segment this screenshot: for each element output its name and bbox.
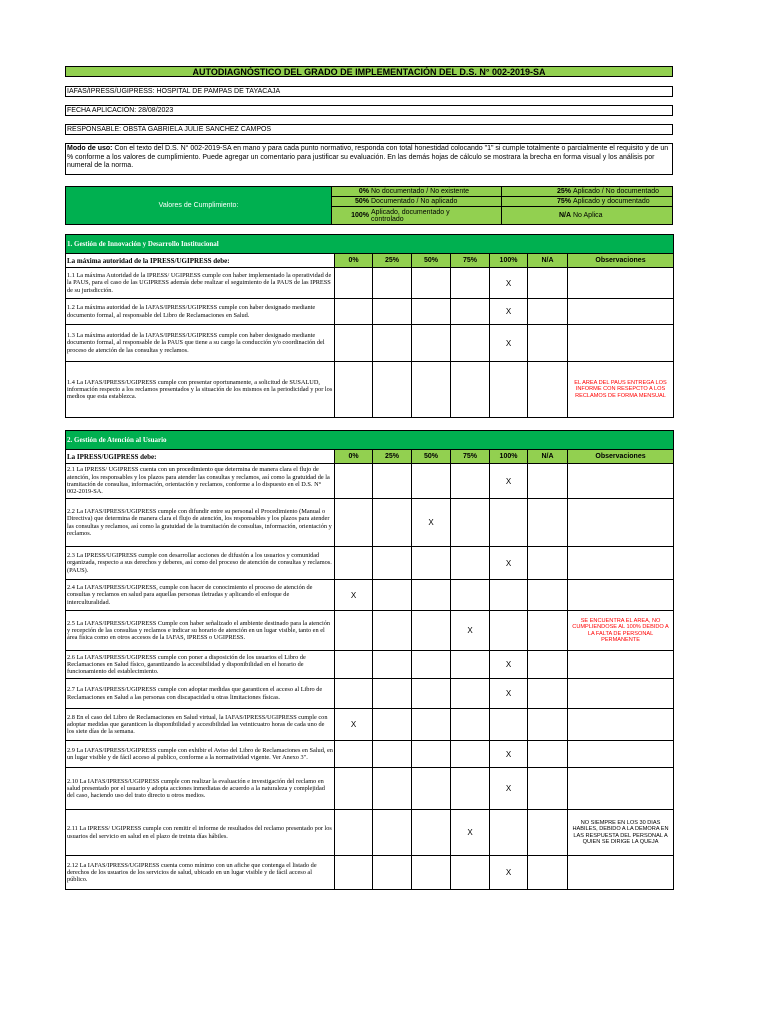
table-row <box>66 362 674 418</box>
score-cell[interactable] <box>335 741 373 768</box>
observation-cell[interactable] <box>568 580 674 611</box>
criterion-text: 2.5 La IAFAS/IPRESS/UGIPRESS Cumple con haber señalizado el ambiente destinado para la atención y recepción de las consultas y reclamos e indicar su horario de atención en un lugar visible, tanto en el área física como en otros accesos de la IAFAS, IPRESS o UGIPRESS. <box>66 611 335 651</box>
score-cell[interactable] <box>412 547 451 580</box>
score-cell[interactable] <box>373 856 412 890</box>
column-header: 0% <box>335 254 373 268</box>
legend-title: Valores de Cumplimiento: <box>66 187 332 224</box>
score-cell[interactable] <box>373 499 412 547</box>
score-cell[interactable] <box>373 464 412 499</box>
score-cell[interactable] <box>528 709 568 741</box>
score-cell-marked[interactable]: X <box>335 580 373 611</box>
score-cell[interactable] <box>412 611 451 651</box>
observation-cell[interactable]: SE ENCUENTRA EL AREA, NO CUMPLIENDOSE AL 100% DEBIDO A LA FALTA DE PERSONAL PERMANENTE <box>568 611 674 651</box>
legend-item: 25% Aplicado / No documentado <box>502 187 672 197</box>
usage-label: Modo de uso: <box>67 145 113 152</box>
score-cell[interactable] <box>490 611 528 651</box>
usage-text: Con el texto del D.S. N° 002-2019-SA en mano y para cada punto normativo, responda con total honestidad colocando "1" si cumple totalmente o parcialmente el requisito y de un % conforme a los valores de cumplimiento. Puede agregar un comentario para justificar su evaluación. En las demás hojas de cálculo se mostrara la brecha en forma visual y los análisis por numeral de la norma. <box>67 145 669 169</box>
table-row <box>66 810 674 856</box>
score-cell[interactable] <box>412 580 451 611</box>
score-cell[interactable] <box>490 580 528 611</box>
column-header: N/A <box>528 450 568 464</box>
score-cell[interactable] <box>412 741 451 768</box>
question-header: La máxima autoridad de la IPRESS/UGIPRESS debe: <box>66 254 335 268</box>
institution-field: IAFAS/IPRESS/UGIPRESS: HOSPITAL DE PAMPAS DE TAYACAJA <box>65 86 673 97</box>
table-row <box>66 547 674 580</box>
score-cell[interactable] <box>335 679 373 709</box>
score-cell[interactable] <box>335 768 373 810</box>
score-cell[interactable] <box>528 768 568 810</box>
score-cell-marked[interactable]: X <box>490 741 528 768</box>
criterion-text: 2.8 En el caso del Libro de Reclamaciones en Salud virtual, la IAFAS/IPRESS/UGIPRESS cumple con adoptar medidas que garanticen la disponibilidad y accesibilidad las veinticuatro horas de cada uno de los siete días de la semana. <box>66 709 335 741</box>
observation-cell[interactable] <box>568 499 674 547</box>
score-cell[interactable] <box>373 709 412 741</box>
column-header: 25% <box>373 254 412 268</box>
score-cell[interactable] <box>335 268 373 299</box>
table-row <box>66 741 674 768</box>
observation-cell[interactable]: EL AREA DEL PAUS ENTREGA LOS INFORME CON RESEPCTO A LOS RECLAMOS DE FORMA MENSUAL <box>568 362 674 418</box>
criterion-text: 1.4 La IAFAS/IPRESS/UGIPRESS cumple con presentar oportunamente, a solicitud de SUSALUD, información respecto a los reclamos presentados y la situación de los mismos en la periodicidad y por los medios que esta establezca. <box>66 362 335 418</box>
legend-item: 0% No documentado / No existente <box>332 187 502 197</box>
score-cell[interactable] <box>451 464 490 499</box>
table-row <box>66 580 674 611</box>
criterion-text: 1.1 La máxima Autoridad de la IPRESS/ UGIPRESS cumple con haber implementado la operatividad de la PAUS, para el caso de las UGIPRESS además debe realizar el seguimiento de la PAUS de las IPRESS de su jurisdicción. <box>66 268 335 299</box>
score-cell[interactable] <box>335 547 373 580</box>
score-cell-marked[interactable]: X <box>490 651 528 679</box>
question-header: La IPRESS/UGIPRESS debe: <box>66 450 335 464</box>
column-header: 25% <box>373 450 412 464</box>
observation-cell[interactable] <box>568 299 674 325</box>
score-cell[interactable] <box>412 651 451 679</box>
criterion-text: 2.11 La IPRESS/ UGIPRESS cumple con remitir el informe de resultados del reclamo presentado por los usuarios del servicio en salud en el plazo de treinta días hábiles. <box>66 810 335 856</box>
column-header: Observaciones <box>568 254 674 268</box>
score-cell[interactable] <box>335 651 373 679</box>
column-header: 100% <box>490 254 528 268</box>
page-title: AUTODIAGNÓSTICO DEL GRADO DE IMPLEMENTACIÓN DEL D.S. N° 002-2019-SA <box>65 66 673 77</box>
table-row <box>66 325 674 362</box>
score-cell[interactable] <box>335 856 373 890</box>
score-cell[interactable] <box>373 325 412 362</box>
observation-cell[interactable] <box>568 679 674 709</box>
score-cell-marked[interactable]: X <box>335 709 373 741</box>
score-cell[interactable] <box>335 810 373 856</box>
column-header: 100% <box>490 450 528 464</box>
score-cell[interactable] <box>412 679 451 709</box>
table-row <box>66 299 674 325</box>
legend-item: 75% Aplicado y documentado <box>502 197 672 207</box>
score-cell[interactable] <box>490 362 528 418</box>
score-cell[interactable] <box>528 679 568 709</box>
score-cell[interactable] <box>335 464 373 499</box>
section-title: 2. Gestión de Atención al Usuario <box>66 431 674 450</box>
score-cell[interactable] <box>373 679 412 709</box>
score-cell[interactable] <box>528 299 568 325</box>
score-cell[interactable] <box>528 547 568 580</box>
score-cell[interactable] <box>373 741 412 768</box>
score-cell[interactable] <box>528 580 568 611</box>
score-cell[interactable] <box>412 810 451 856</box>
observation-cell[interactable] <box>568 268 674 299</box>
score-cell[interactable] <box>451 499 490 547</box>
score-cell[interactable] <box>412 268 451 299</box>
score-cell[interactable] <box>490 709 528 741</box>
legend-item: 100% Aplicado, documentado y controlado <box>332 207 502 224</box>
criterion-text: 2.6 La IAFAS/IPRESS/UGIPRESS cumple con poner a disposición de los usuarios el Libro de Reclamaciones en Salud físico, garantizando la accesibilidad y disponibilidad en el horario de funcionamiento del establecimiento. <box>66 651 335 679</box>
score-cell[interactable] <box>412 299 451 325</box>
score-cell[interactable] <box>412 856 451 890</box>
score-cell[interactable] <box>451 741 490 768</box>
column-header: Observaciones <box>568 450 674 464</box>
usage-instructions <box>65 143 673 175</box>
score-cell-marked[interactable]: X <box>490 679 528 709</box>
score-cell-marked[interactable]: X <box>451 810 490 856</box>
column-header: 75% <box>451 450 490 464</box>
date-field: FECHA APLICACIÓN: 28/08/2023 <box>65 105 673 116</box>
score-cell[interactable] <box>451 325 490 362</box>
score-cell-marked[interactable]: X <box>490 856 528 890</box>
score-cell[interactable] <box>412 768 451 810</box>
score-cell[interactable] <box>451 679 490 709</box>
score-cell-marked[interactable]: X <box>451 611 490 651</box>
score-cell[interactable] <box>335 299 373 325</box>
score-cell[interactable] <box>335 499 373 547</box>
score-cell[interactable] <box>451 547 490 580</box>
legend-item: N/A No Aplica <box>558 212 603 219</box>
score-cell[interactable] <box>528 268 568 299</box>
score-cell-marked[interactable]: X <box>412 499 451 547</box>
score-cell[interactable] <box>373 651 412 679</box>
score-cell[interactable] <box>335 325 373 362</box>
column-header: 75% <box>451 254 490 268</box>
table-row <box>66 651 674 679</box>
observation-cell[interactable]: NO SIEMPRE EN LOS 30 DIAS HABILES, DEBIDO A LA DEMORA EN LAS RESPUESTA DEL PERSONAL A QUIEN SE DIRIGE LA QUEJA <box>568 810 674 856</box>
score-cell[interactable] <box>373 611 412 651</box>
column-header: 50% <box>412 254 451 268</box>
score-cell[interactable] <box>490 810 528 856</box>
criterion-text: 2.10 La IAFAS/IPRESS/UGIPRESS cumple con realizar la evaluación e investigación del reclamo en salud presentado por el usuario y adopta acciones inmediatas de acuerdo a la naturaleza y complejidad del caso, haciendo uso del trato directo u otros medios. <box>66 768 335 810</box>
responsible-field: RESPONSABLE: OBSTA GABRIELA JULIE SANCHEZ CAMPOS <box>65 124 673 135</box>
score-cell[interactable] <box>373 547 412 580</box>
observation-cell[interactable] <box>568 325 674 362</box>
score-cell-marked[interactable]: X <box>490 325 528 362</box>
score-cell[interactable] <box>451 268 490 299</box>
score-cell[interactable] <box>528 362 568 418</box>
table-row <box>66 679 674 709</box>
score-cell[interactable] <box>412 709 451 741</box>
criterion-text: 2.7 La IAFAS/IPRESS/UGIPRESS cumple con adoptar medidas que garanticen el acceso al Libro de Reclamaciones en Salud a las personas con discapacidad u otras limitaciones físicas. <box>66 679 335 709</box>
score-cell-marked[interactable]: X <box>490 547 528 580</box>
legend-item: 50% Documentado / No aplicado <box>332 197 502 207</box>
score-cell[interactable] <box>451 856 490 890</box>
score-cell[interactable] <box>412 464 451 499</box>
column-header: 0% <box>335 450 373 464</box>
section-table <box>65 234 674 418</box>
score-cell[interactable] <box>528 856 568 890</box>
score-cell[interactable] <box>373 580 412 611</box>
score-cell[interactable] <box>373 768 412 810</box>
score-cell[interactable] <box>528 464 568 499</box>
observation-cell[interactable] <box>568 547 674 580</box>
criterion-text: 2.4 La IAFAS/IPRESS/UGIPRESS, cumple con hacer de conocimiento el proceso de atención de consultas y reclamos en salud para aquellas personas iletradas y aplicando el enfoque de interculturalidad. <box>66 580 335 611</box>
score-cell[interactable] <box>335 611 373 651</box>
score-cell[interactable] <box>528 499 568 547</box>
score-cell[interactable] <box>528 741 568 768</box>
score-cell[interactable] <box>412 362 451 418</box>
score-cell-marked[interactable]: X <box>490 768 528 810</box>
score-cell[interactable] <box>451 362 490 418</box>
criterion-text: 2.1 La IPRESS/ UGIPRESS cuenta con un procedimiento que determina de manera clara el flujo de atención, los responsables y los plazos para atender las consultas y reclamos, así como la gratuidad de la tramitación de consultas, información, orientación y reclamos, conforme a lo dispuesto en el D.S. N° 002-2019-SA. <box>66 464 335 499</box>
column-header: 50% <box>412 450 451 464</box>
table-row <box>66 709 674 741</box>
criterion-text: 1.3 La máxima autoridad de la IAFAS/IPRESS/UGIPRESS cumple con haber designado mediante documento formal, al responsable de la PAUS que tiene a su cargo la conducción y/o coordinación del proceso de atención de las consultas y reclamos. <box>66 325 335 362</box>
score-cell[interactable] <box>528 651 568 679</box>
score-cell[interactable] <box>451 709 490 741</box>
table-row <box>66 768 674 810</box>
criterion-text: 2.3 La IPRESS/UGIPRESS cumple con desarrollar acciones de difusión a los usuarios y comunidad organizada, respecto a sus derechos y deberes, así como del proceso de atención de consultas y reclamos. (PAUS). <box>66 547 335 580</box>
section-title: 1. Gestión de Innovación y Desarrollo Institucional <box>66 235 674 254</box>
score-cell[interactable] <box>528 611 568 651</box>
observation-cell[interactable] <box>568 709 674 741</box>
table-row <box>66 856 674 890</box>
column-header: N/A <box>528 254 568 268</box>
table-row <box>66 464 674 499</box>
observation-cell[interactable] <box>568 768 674 810</box>
score-cell[interactable] <box>451 299 490 325</box>
score-cell[interactable] <box>451 768 490 810</box>
score-cell[interactable] <box>451 580 490 611</box>
observation-cell[interactable] <box>568 856 674 890</box>
score-cell[interactable] <box>528 325 568 362</box>
observation-cell[interactable] <box>568 464 674 499</box>
score-cell-marked[interactable]: X <box>490 268 528 299</box>
score-cell[interactable] <box>373 268 412 299</box>
table-row <box>66 268 674 299</box>
criterion-text: 2.2 La IAFAS/IPRESS/UGIPRESS cumple con difundir entre su personal el Procedimiento (Manual o Directiva) que determina de manera clara el flujo de atención, los responsables y los plazos para atender las consultas y reclamos, así como la gratuidad de la tramitación de consultas, información, orientación y reclamos. <box>66 499 335 547</box>
score-cell[interactable] <box>335 362 373 418</box>
table-row <box>66 611 674 651</box>
table-row <box>66 499 674 547</box>
score-cell[interactable] <box>451 651 490 679</box>
score-cell-marked[interactable]: X <box>490 299 528 325</box>
section-table <box>65 430 674 890</box>
score-cell[interactable] <box>528 810 568 856</box>
criterion-text: 1.2 La máxima autoridad de la IAFAS/IPRESS/UGIPRESS cumple con haber designado mediante documento formal, al responsable del Libro de Reclamaciones en Salud. <box>66 299 335 325</box>
score-cell[interactable] <box>373 362 412 418</box>
compliance-values-legend <box>65 186 673 225</box>
score-cell[interactable] <box>373 299 412 325</box>
observation-cell[interactable] <box>568 651 674 679</box>
score-cell-marked[interactable]: X <box>490 464 528 499</box>
score-cell[interactable] <box>412 325 451 362</box>
score-cell[interactable] <box>373 810 412 856</box>
criterion-text: 2.9 La IAFAS/IPRESS/UGIPRESS cumple con exhibir el Aviso del Libro de Reclamaciones en Salud, en un lugar visible y de fácil acceso al publico, conforme a la normatividad vigente. Ver Anexo 3". <box>66 741 335 768</box>
score-cell[interactable] <box>490 499 528 547</box>
criterion-text: 2.12 La IAFAS/IPRESS/UGIPRESS cuenta como mínimo con un afiche que contenga el listado de derechos de los usuarios de los servicios de salud, ubicado en un lugar visible y de fácil acceso al público. <box>66 856 335 890</box>
observation-cell[interactable] <box>568 741 674 768</box>
